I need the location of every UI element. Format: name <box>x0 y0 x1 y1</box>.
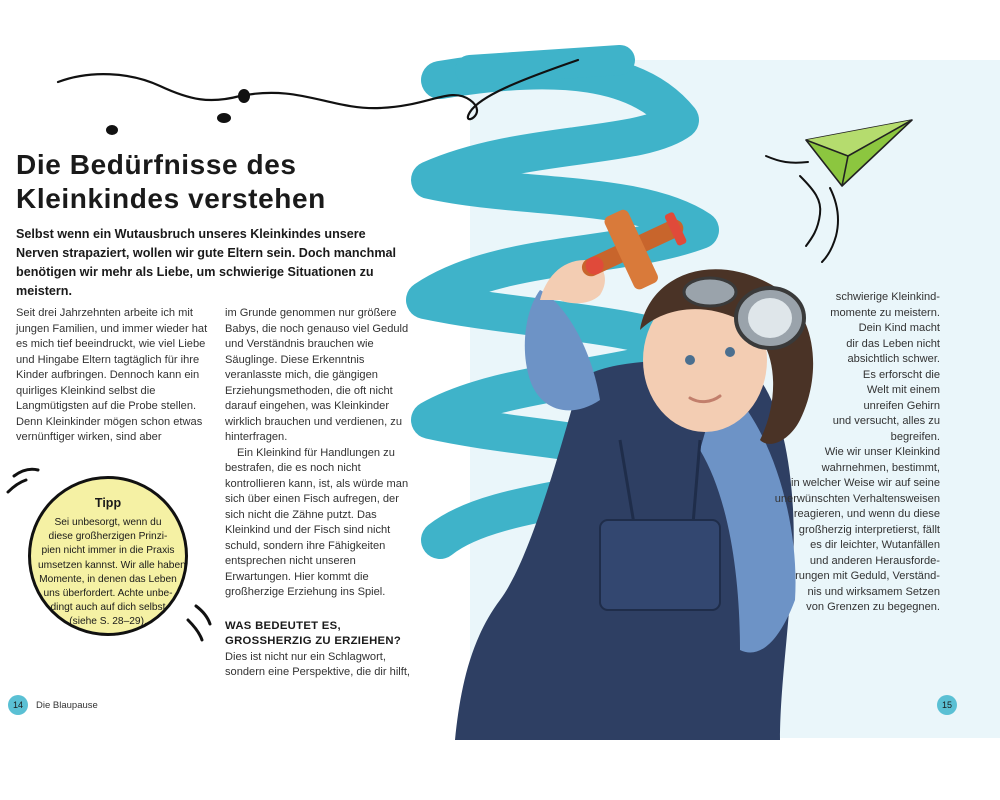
tipp-line: Momente, in denen das Leben <box>39 573 177 585</box>
body-line: reagieren, und wenn du diese <box>793 508 940 520</box>
page-title <box>16 148 416 216</box>
tipp-line: diese großherzigen Prinzi- <box>48 531 168 543</box>
body-line: Welt mit einem <box>866 384 940 396</box>
page-number-right: 15 <box>937 695 957 715</box>
body-line: schwierige Kleinkind- <box>835 291 940 303</box>
tipp-line: uns überfordert. Achte unbe- <box>43 588 173 600</box>
running-head: Die Blaupause <box>36 700 98 711</box>
body-line: begreifen. <box>890 430 940 443</box>
tipp-text <box>38 516 186 630</box>
tipp-line: Sei unbesorgt, wenn du <box>54 517 162 528</box>
page-title-line1: Die Bedürfnisse des <box>16 149 297 180</box>
body-column-3 <box>740 290 940 616</box>
body-column-2 <box>225 306 417 681</box>
body-line: momente zu meistern. <box>830 306 940 319</box>
body-line: Dein Kind macht <box>858 322 940 334</box>
tipp-title: Tipp <box>94 496 122 510</box>
tipp-line: pien nicht immer in die Praxis <box>41 545 175 557</box>
body-paragraph: Ein Kleinkind für Handlungen zu bestrafen, die es noch nicht kontrollieren kann, ist, als würde man sich über einen Fisch aufregen, der sich nicht die Zähne putzt. Das Kleinkind und der Fisch sind nicht schuld, sondern ihre Fähigkeiten entsprechen nicht unseren Erwartungen. Hier kommt die großherzige Erziehung ins Spiel. <box>225 446 409 598</box>
body-line: dir das Leben nicht <box>846 337 940 350</box>
body-paragraph: Dies ist nicht nur ein Schlagwort, sondern eine Perspektive, die dir hilft, <box>225 650 410 678</box>
tipp-line: umsetzen kannst. Wir alle haben <box>38 559 186 571</box>
page-title-line2: Kleinkindes verstehen <box>16 183 326 214</box>
body-line: rungen mit Geduld, Verständ- <box>795 570 940 582</box>
page-number-left: 14 <box>8 695 28 715</box>
section-heading-line2: GROSSHERZIG ZU ERZIEHEN? <box>225 635 402 647</box>
body-paragraph: im Grunde genommen nur größere Babys, die noch genauso viel Geduld und Verständnis brauchen wie Säuglinge. Diese Erkenntnis veranlasste mich, die gängigen Erziehungsmethoden, die oft nicht darauf eingehen, was Kleinkinder wirklich brauchen und verdienen, zu hinterfragen. <box>225 307 409 443</box>
body-column-1 <box>16 306 208 446</box>
body-line: nis und wirksamem Setzen <box>807 585 940 598</box>
body-line: in welcher Weise wir auf seine <box>790 477 940 489</box>
tipp-line: (siehe S. 28–29). <box>69 616 147 628</box>
tipp-box <box>10 466 210 666</box>
tipp-line: dingt auch auf dich selbst <box>50 602 166 614</box>
body-line: von Grenzen zu begegnen. <box>806 601 940 613</box>
body-paragraph: Seit drei Jahrzehnten arbeite ich mit jungen Familien, und immer wieder hat es mich tief beeindruckt, wie viel Liebe und Hingabe Eltern tagtäglich für ihre Kinder aufbringen. Dennoch kann ein quirliges Kleinkind selbst die Langmütigsten auf die Probe stellen. Denn Kleinkinder mögen schon etwas vernünftiger wirken, sind aber <box>16 307 208 443</box>
section-heading-line1: WAS BEDEUTET ES, <box>225 619 341 632</box>
body-line: unreifen Gehirn <box>863 399 940 412</box>
body-line: unerwünschten Verhaltensweisen <box>774 492 940 505</box>
body-line: großherzig interpretierst, fällt <box>798 523 940 536</box>
body-line: Wie wir unser Kleinkind <box>824 446 940 458</box>
section-heading <box>225 619 417 650</box>
body-line: Es erforscht die <box>862 368 940 381</box>
body-line: und anderen Herausforde- <box>809 554 940 567</box>
body-line: und versucht, alles zu <box>832 415 940 427</box>
body-line: absichtlich schwer. <box>847 353 940 365</box>
lead-paragraph: Selbst wenn ein Wutausbruch unseres Kleinkindes unsere Nerven strapaziert, wollen wir gute Eltern sein. Doch manchmal benötigen wir mehr als Liebe, um schwierige Situationen zu meistern. <box>16 227 397 298</box>
body-line: wahrnehmen, bestimmt, <box>821 461 940 474</box>
body-line: es dir leichter, Wutanfällen <box>810 539 940 551</box>
